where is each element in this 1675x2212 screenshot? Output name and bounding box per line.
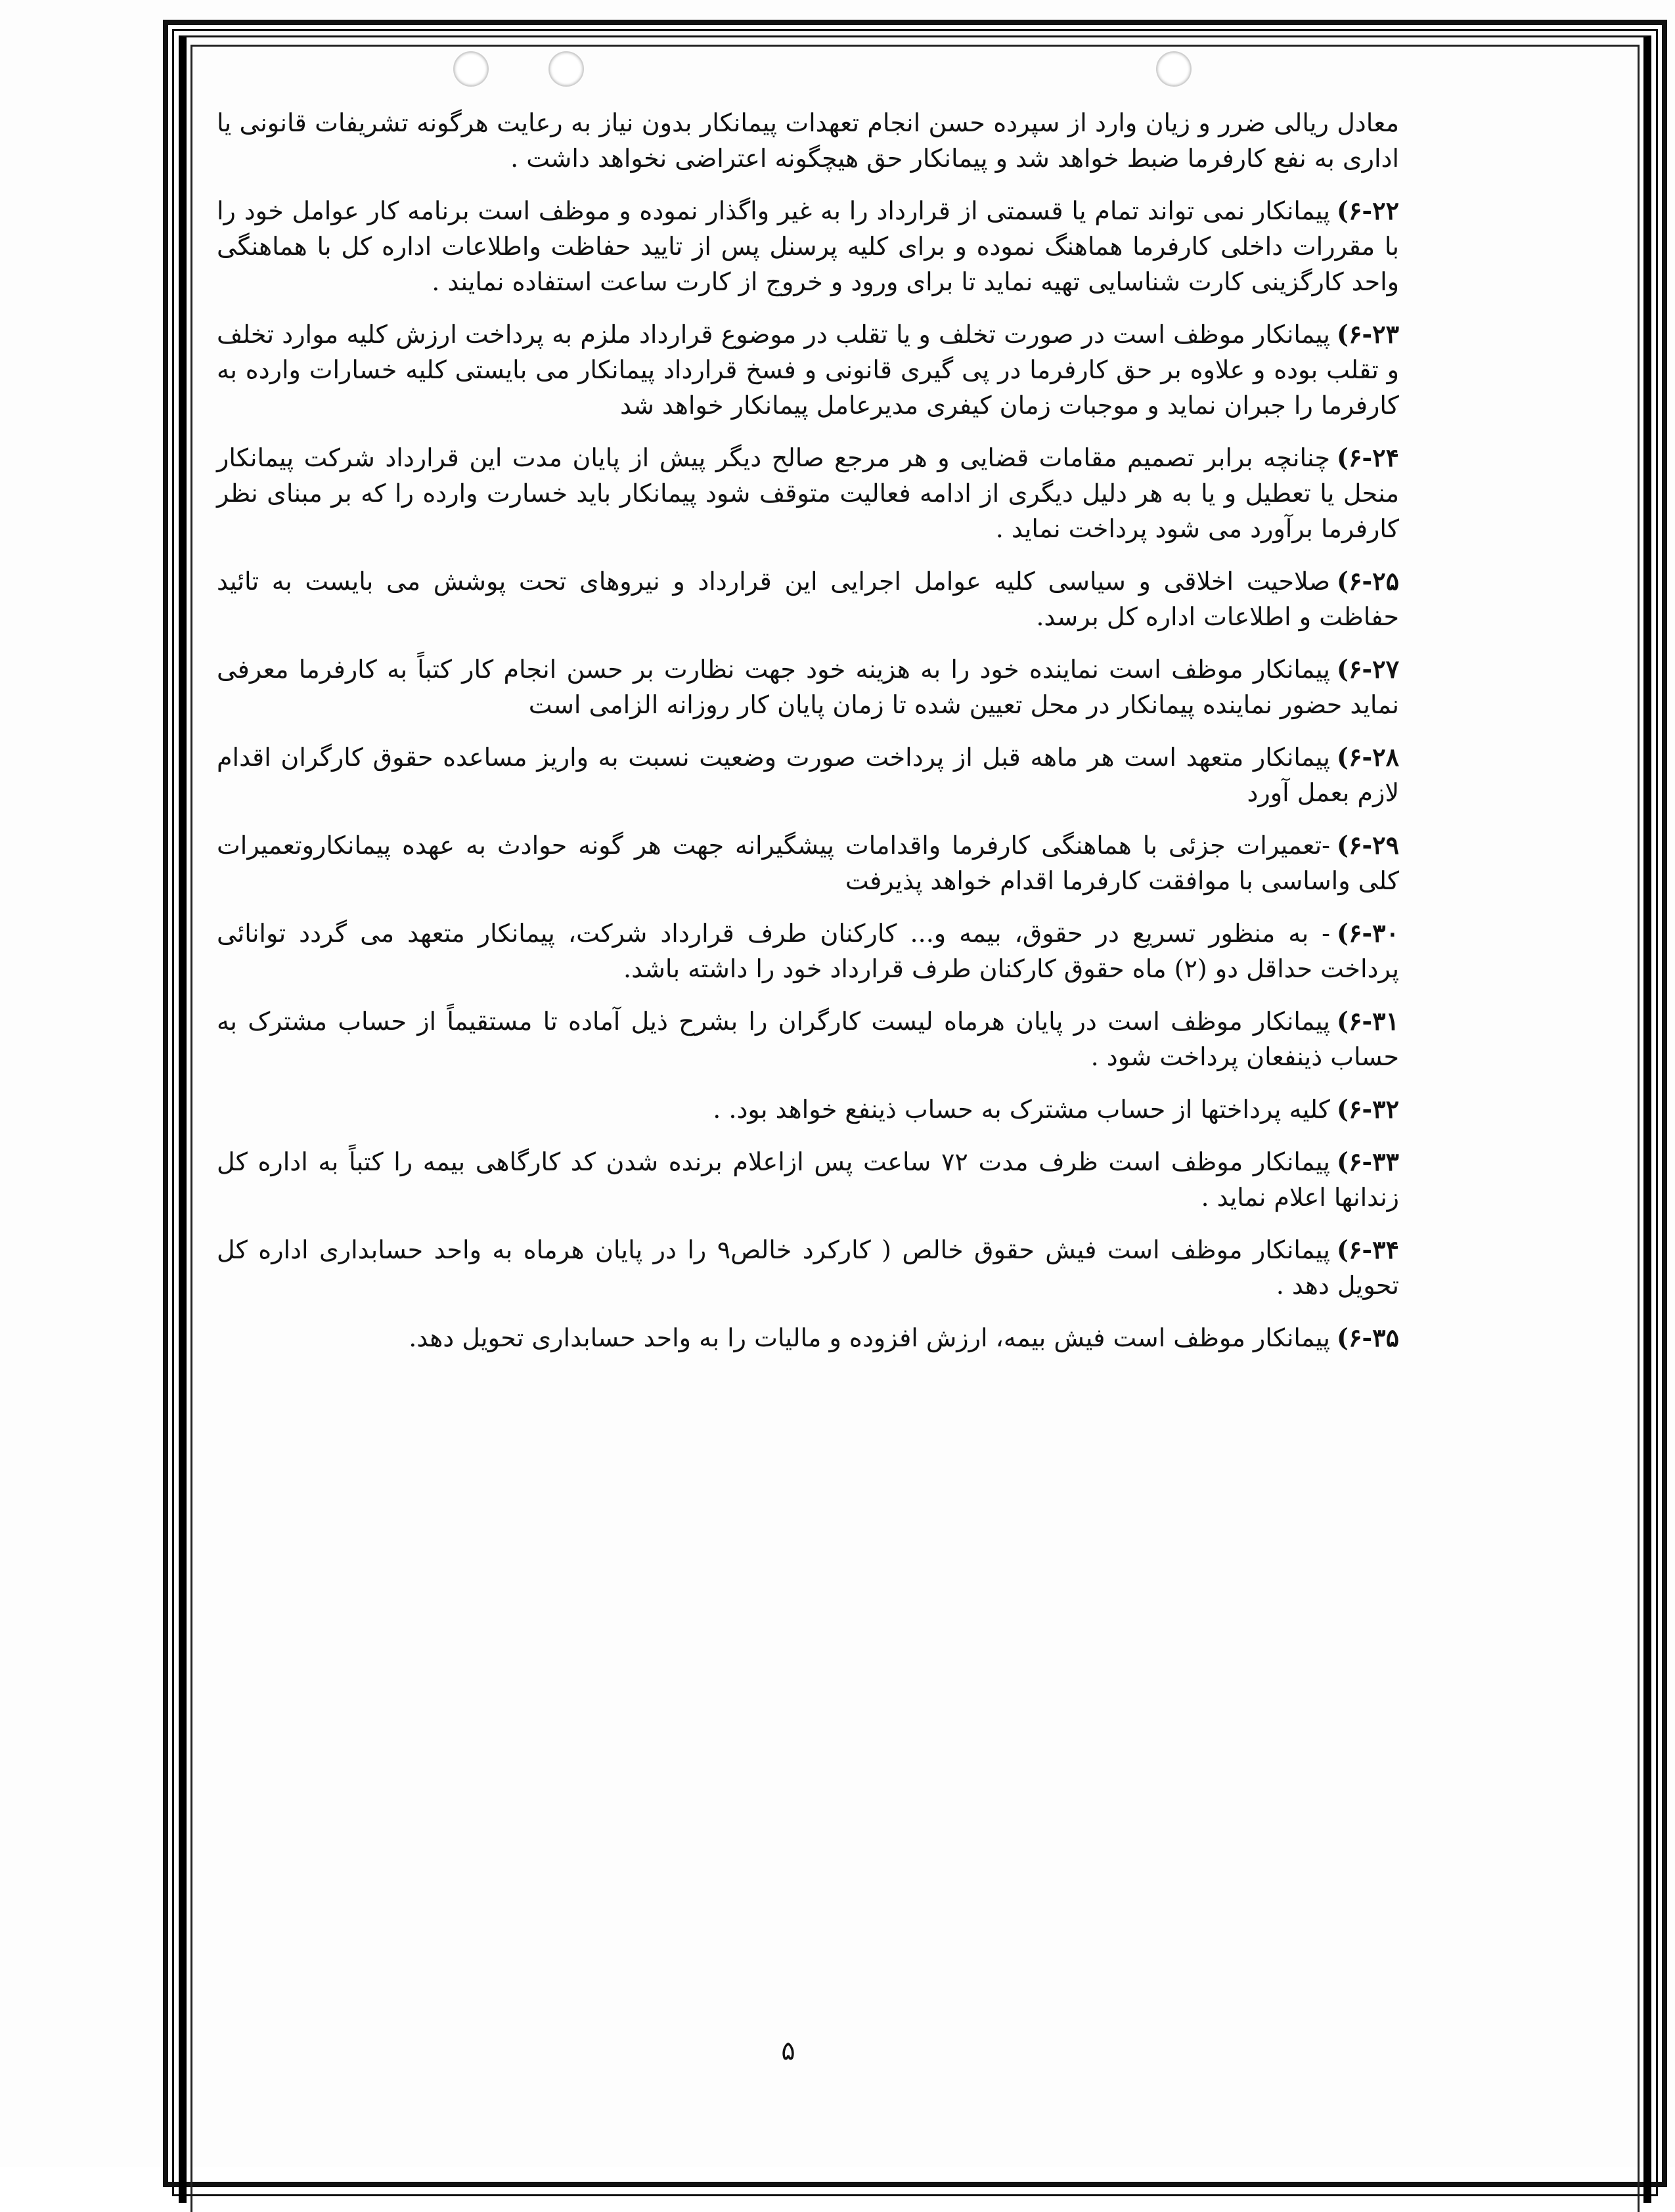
clause-31 (217, 1004, 1399, 1074)
clause-number: ۶-۳۲) (1337, 1094, 1399, 1124)
clause-number: ۶-۲۸) (1337, 742, 1399, 772)
clause-text: پیمانکار موظف است نماینده خود را به هزینه خود جهت نظارت بر حسن انجام کار کتباً به کارفرما معرفی نماید حضور نماینده پیمانکار در محل تعیین شده تا زمان پایان کار روزانه الزامی است (217, 655, 1399, 719)
clause-34 (217, 1232, 1399, 1303)
clause-number: ۶-۲۴) (1337, 443, 1399, 472)
page-number: ۵ (781, 2036, 795, 2066)
clause-33 (217, 1144, 1399, 1215)
clause-28 (217, 740, 1399, 810)
clause-23 (217, 317, 1399, 423)
clause-text: پیمانکار موظف است فیش بیمه، ارزش افزوده و مالیات را به واحد حسابداری تحویل دهد. (409, 1323, 1330, 1352)
clause-number: ۶-۳۵) (1337, 1323, 1399, 1352)
clause-35 (217, 1320, 1399, 1356)
clause-number: ۶-۲۲) (1337, 196, 1399, 225)
clause-27 (217, 652, 1399, 722)
clause-number: ۶-۳۰) (1337, 918, 1399, 948)
clause-number: ۶-۲۳) (1337, 319, 1399, 349)
clause-text: کلیه پرداختها از حساب مشترک به حساب ذینفع خواهد بود. . (713, 1095, 1330, 1124)
document-body (217, 105, 1399, 1373)
clause-30 (217, 916, 1399, 986)
clause-22 (217, 193, 1399, 299)
clause-29 (217, 828, 1399, 898)
paragraph-text: معادل ریالی ضرر و زیان وارد از سپرده حسن انجام تعهدات پیمانکار بدون نیاز به رعایت هرگونه تشریفات قانونی یا اداری به نفع کارفرما ضبط خواهد شد و پیمانکار حق هیچگونه اعتراضی نخواهد داشت . (217, 108, 1399, 173)
clause-32 (217, 1092, 1399, 1127)
clause-number: ۶-۳۱) (1337, 1006, 1399, 1036)
clause-number: ۶-۳۳) (1336, 1147, 1399, 1176)
clause-24 (217, 440, 1399, 546)
clause-text: پیمانکار موظف است در صورت تخلف و یا تقلب در موضوع قرارداد ملزم به پرداخت ارزش کلیه موارد تخلف و تقلب بوده و علاوه بر حق کارفرما در پی گیری قانونی و فسخ قرارداد پیمانکار می بایستی کلیه خسارات وارده به کارفرما را جبران نماید و موجبات زمان کیفری مدیرعامل پیمانکار خواهد شد (217, 320, 1399, 420)
paragraph-continuation (217, 105, 1399, 176)
clause-text: پیمانکار موظف است در پایان هرماه لیست کارگران را بشرح ذیل آماده تا مستقیماً از حساب مشترک به حساب ذینفعان پرداخت شود . (217, 1007, 1399, 1071)
clause-25 (217, 564, 1399, 634)
clause-number: ۶-۲۷) (1337, 654, 1399, 684)
clause-text: پیمانکار متعهد است هر ماهه قبل از پرداخت صورت وضعیت نسبت به واریز مساعده حقوق کارگران اقدام لازم بعمل آورد (217, 743, 1399, 807)
clause-text: - به منظور تسریع در حقوق، بیمه و... کارکنان طرف قرارداد شرکت، پیمانکار متعهد می گردد توانائی پرداخت حداقل دو (۲) ماه حقوق کارکنان طرف قرارداد خود را داشته باشد. (217, 919, 1399, 983)
clause-number: ۶-۲۹) (1337, 830, 1399, 860)
clause-text: پیمانکار موظف است فیش حقوق خالص ( کارکرد خالص۹ را در پایان هرماه به واحد حسابداری اداره کل تحویل دهد . (217, 1235, 1399, 1300)
clause-text: چنانچه برابر تصمیم مقامات قضایی و هر مرجع صالح دیگر پیش از پایان مدت این قرارداد شرکت پیمانکار منحل یا تعطیل و یا به هر دلیل دیگری از ادامه فعالیت متوقف شود پیمانکار باید خسارت وارده را که بر مبنای نظر کارفرما برآورد می شود پرداخت نماید . (217, 443, 1399, 543)
clause-text: -تعمیرات جزئی با هماهنگی کارفرما واقدامات پیشگیرانه جهت هر گونه حوادث به عهده پیمانکاروتعمیرات کلی واساسی با موافقت کارفرما اقدام خواهد پذیرفت (217, 831, 1399, 895)
clause-text: پیمانکار موظف است ظرف مدت ۷۲ ساعت پس ازاعلام برنده شدن کد کارگاهی بیمه را کتباً به اداره کل زندانها اعلام نماید . (217, 1147, 1399, 1212)
clause-number: ۶-۳۴) (1337, 1235, 1400, 1264)
clause-text: صلاحیت اخلاقی و سیاسی کلیه عوامل اجرایی این قرارداد و نیروهای تحت پوشش می بایست به تائید حفاظت و اطلاعات اداره کل برسد. (217, 567, 1399, 631)
clause-number: ۶-۲۵) (1337, 566, 1399, 596)
clause-text: پیمانکار نمی تواند تمام یا قسمتی از قرارداد را به غیر واگذار نموده و موظف است برنامه کار عوامل خود را با مقررات داخلی کارفرما هماهنگ نموده و برای کلیه پرسنل پس از تایید حفاظت واطلاعات اداره کل با هماهنگی واحد کارگزینی کارت شناسایی تهیه نماید تا برای ورود و خروج از کارت ساعت استفاده نمایند . (217, 196, 1399, 296)
